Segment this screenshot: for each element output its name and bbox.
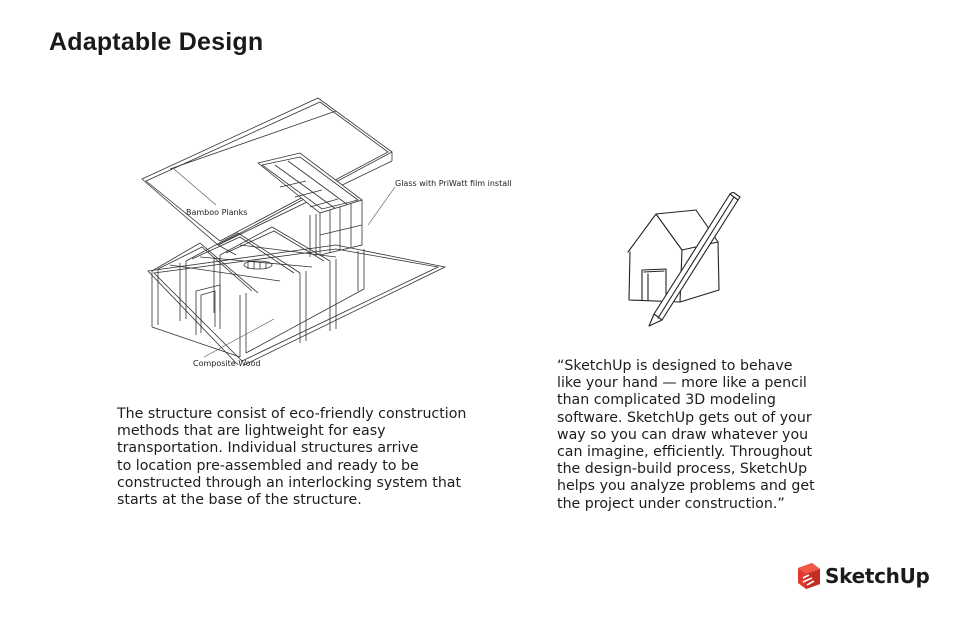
quote-line: than complicated 3D modeling [557,392,776,409]
house-pencil-sketch [620,192,750,332]
structure-description [117,406,466,509]
quote-line: software. SketchUp gets out of your [557,409,812,426]
bamboo-callout-label: Bamboo Planks [186,208,248,217]
quote-line: helps you analyze problems and get [557,478,815,495]
structure-line: transportation. Individual structures arrive [117,440,419,457]
structure-line: starts at the base of the structure. [117,492,362,509]
quote-line: the design-build process, SketchUp [557,461,808,478]
quote-line: “SketchUp is designed to behave [557,358,793,374]
quote-line: way so you can draw whatever you [557,426,809,443]
sketchup-logo-icon [796,562,822,590]
structure-line: methods that are lightweight for easy [117,423,386,440]
structure-line: constructed through an interlocking system that [117,474,462,491]
structure-line: to location pre-assembled and ready to be [117,457,419,474]
logo-wordmark: SketchUp [825,564,930,588]
quote-line: can imagine, efficiently. Throughout [557,444,813,461]
sketchup-quote [557,358,815,513]
page-title: Adaptable Design [49,28,264,56]
quote-line: like your hand — more like a pencil [557,375,807,392]
composite-callout-label: Composite Wood [193,359,261,368]
floor-base [148,245,445,365]
sketchup-logo [796,562,930,590]
quote-line: the project under construction.” [557,495,785,512]
pencil-icon [649,192,740,326]
structure-line: The structure consist of eco-friendly construction [117,406,467,422]
house-structure-illustration [140,95,460,365]
glass-callout-label: Glass with PriWatt film install [395,179,512,188]
